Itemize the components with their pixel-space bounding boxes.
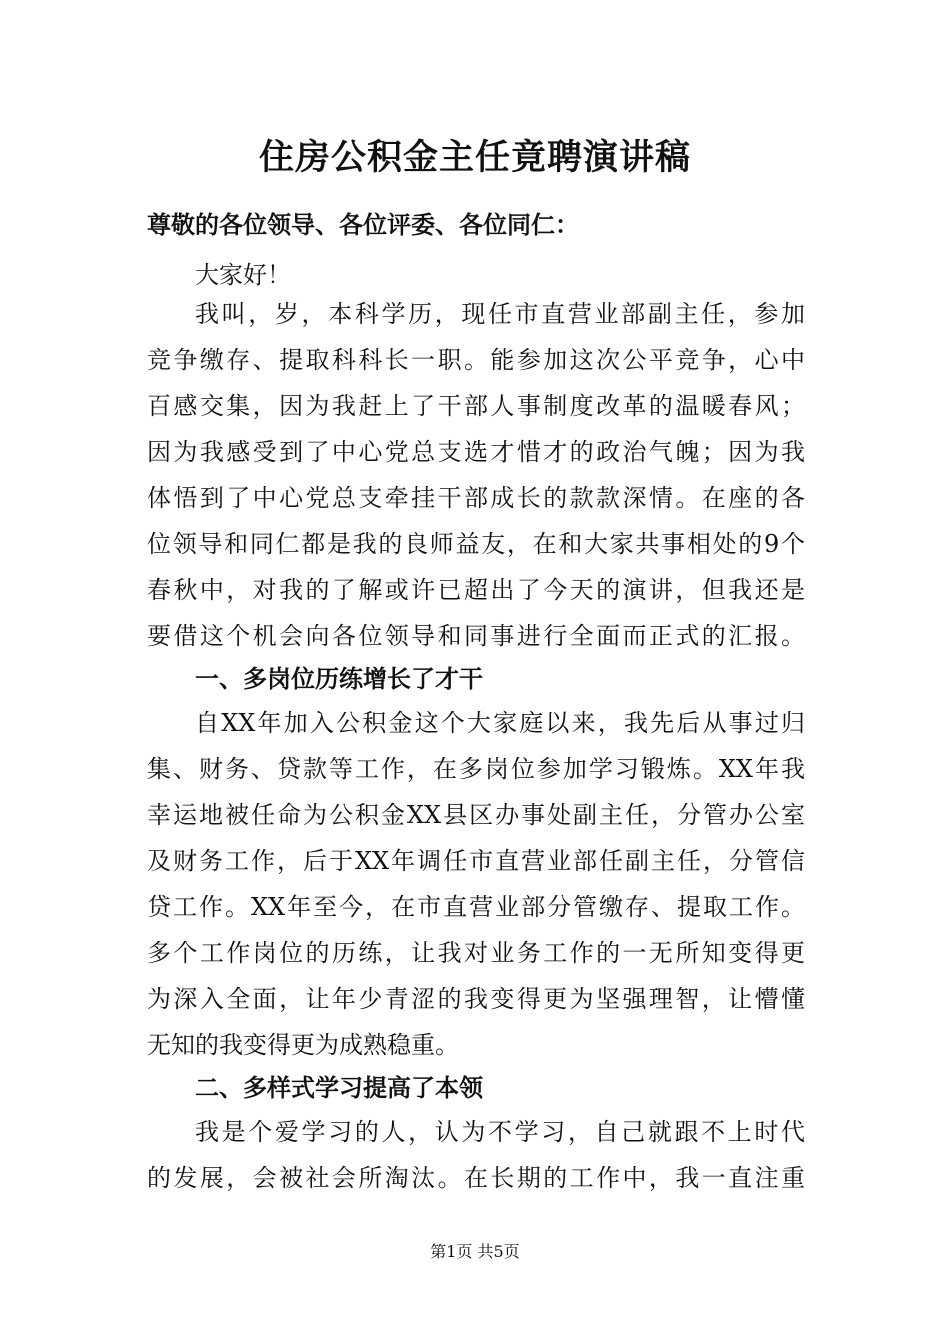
paragraph-line: 为深入全面，让年少青涩的我变得更为坚强理智，让懵懂 <box>147 985 805 1013</box>
paragraph-line: 及财务工作，后于XX年调任市直营业部任副主任，分管信 <box>147 847 805 875</box>
paragraph-line: 体悟到了中心党总支牵挂干部成长的款款深情。在座的各 <box>147 484 805 512</box>
salutation: 尊敬的各位领导、各位评委、各位同仁： <box>147 210 579 239</box>
paragraph-line: 自XX年加入公积金这个大家庭以来，我先后从事过归 <box>195 709 805 737</box>
paragraph-line: 要借这个机会向各位领导和同事进行全面而正式的汇报。 <box>147 622 805 650</box>
document-title: 住房公积金主任竟聘演讲稿 <box>258 137 691 178</box>
paragraph-line: 春秋中，对我的了解或许已超出了今天的演讲，但我还是 <box>147 576 805 604</box>
section-heading: 二、多样式学习提高了本领 <box>195 1074 483 1102</box>
paragraph-line: 百感交集，因为我赶上了干部人事制度改革的温暖春风； <box>147 392 805 420</box>
paragraph-line: 无知的我变得更为成熟稳重。 <box>147 1031 459 1059</box>
paragraph-line: 我叫，岁，本科学历，现任市直营业部副主任，参加 <box>195 300 805 328</box>
greeting: 大家好！ <box>195 261 291 289</box>
paragraph-line: 集、财务、贷款等工作，在多岗位参加学习锻炼。XX年我 <box>147 755 805 783</box>
paragraph-line: 幸运地被任命为公积金XX县区办事处副主任，分管办公室 <box>147 801 805 829</box>
paragraph-line: 我是个爱学习的人，认为不学习，自己就跟不上时代 <box>195 1118 805 1146</box>
paragraph-line: 因为我感受到了中心党总支选才惜才的政治气魄；因为我 <box>147 438 805 466</box>
section-heading: 一、多岗位历练增长了才干 <box>195 665 483 693</box>
page-footer: 第1页 共5页 <box>430 1242 520 1261</box>
paragraph-line: 竞争缴存、提取科科长一职。能参加这次公平竞争，心中 <box>147 346 805 374</box>
paragraph-line: 多个工作岗位的历练，让我对业务工作的一无所知变得更 <box>147 939 805 967</box>
paragraph-line: 位领导和同仁都是我的良师益友，在和大家共事相处的9个 <box>147 530 805 558</box>
paragraph-line: 贷工作。XX年至今，在市直营业部分管缴存、提取工作。 <box>147 893 805 921</box>
paragraph-line: 的发展，会被社会所淘汰。在长期的工作中，我一直注重 <box>147 1164 805 1192</box>
